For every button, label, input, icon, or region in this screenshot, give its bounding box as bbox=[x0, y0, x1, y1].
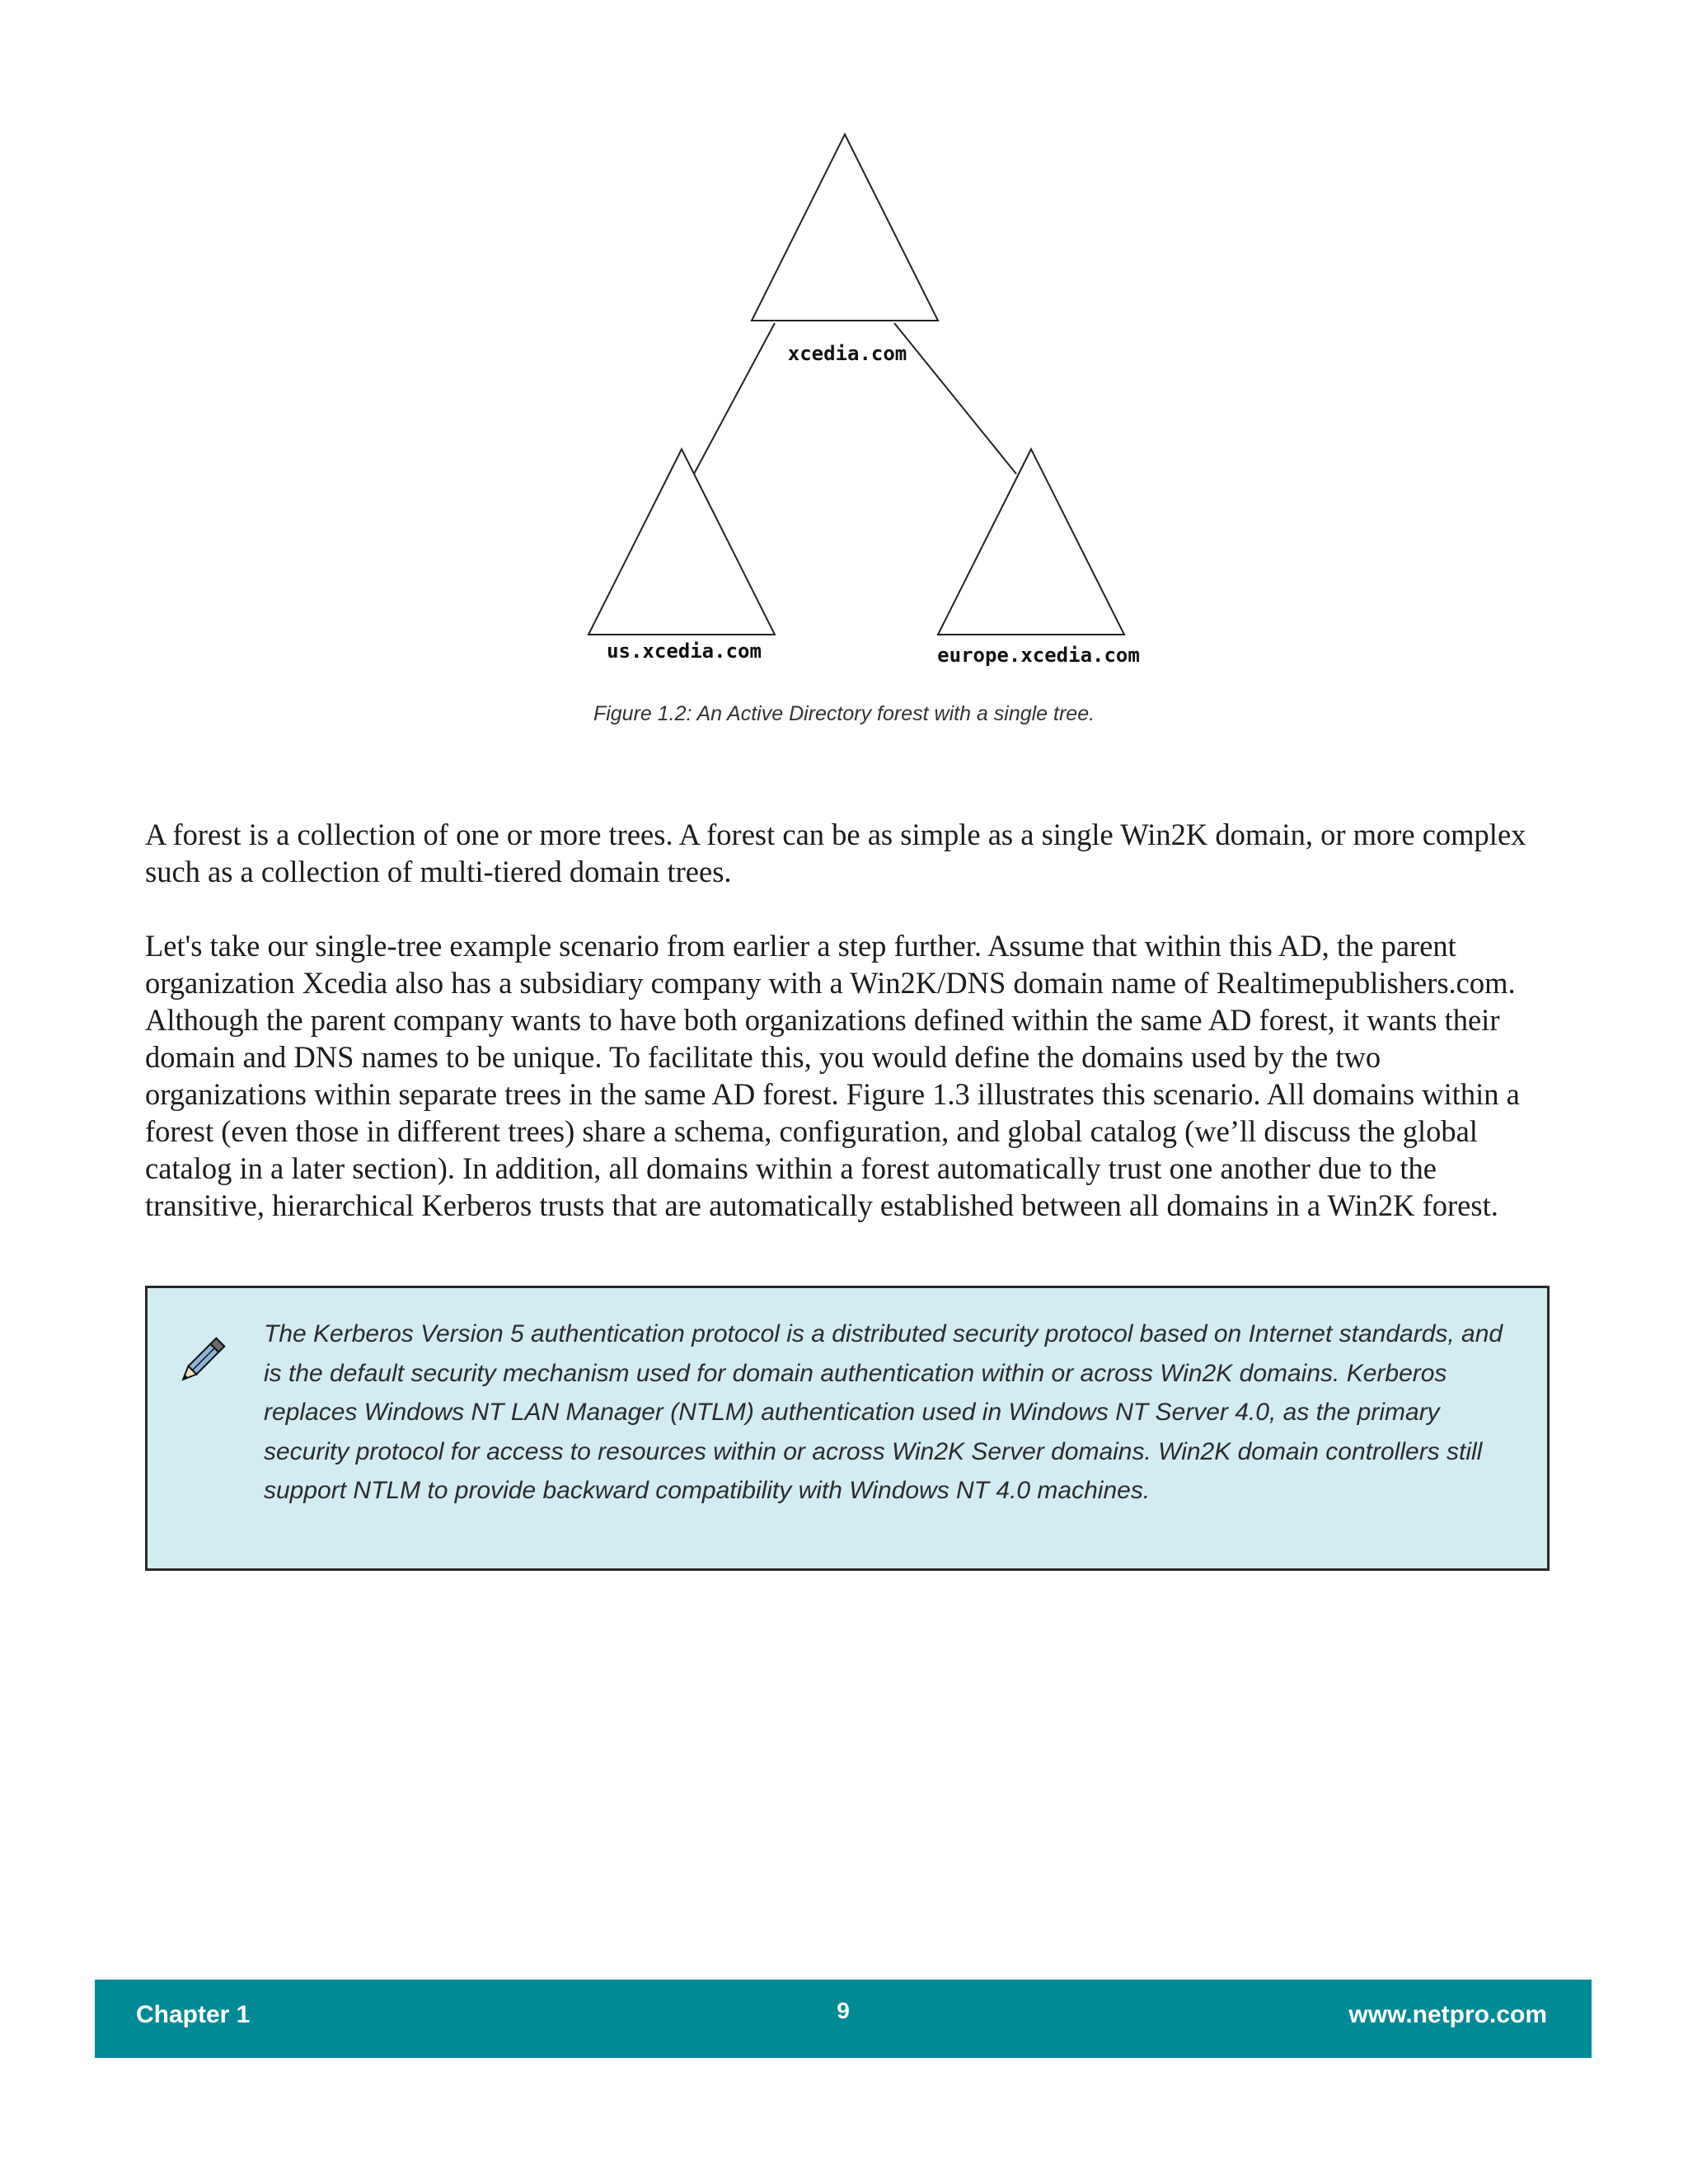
root-domain-label: xcedia.com bbox=[787, 342, 907, 365]
connector-root-right bbox=[894, 323, 1016, 474]
pencil-icon bbox=[172, 1333, 230, 1390]
paragraph-scenario: Let's take our single-tree example scenario from earlier a step further. Assume that within this AD, the parent organization Xcedia also has a subsidiary company with a Win2K/DNS domain name of Realtimepublishers.com. Although the parent company wants to have both organizations defined within the same AD forest, it wants their domain and DNS names to be unique. To facilitate this, you would define the domains used by the two organizations within separate trees in the same AD forest. Figure 1.3 illustrates this scenario. All domains within a forest (even those in different trees) share a schema, configuration, and global catalog (we’ll discuss the global catalog in a later section). In addition, all domains within a forest automatically trust one another due to the transitive, hierarchical Kerberos trusts that are automatically established between all domains in a Win2K forest. bbox=[145, 929, 1520, 1222]
note-text: The Kerberos Version 5 authentication protocol is a distributed security protocol based on Internet standards, and is the default security mechanism used for domain authentication within or across Win2K domains. Kerberos replaces Windows NT LAN Manager (NTLM) authentication used in Windows NT Server 4.0, as the primary security protocol for access to resources within or across Win2K Server domains. Win2K domain controllers still support NTLM to provide backward compatibility with Windows NT 4.0 machines. bbox=[264, 1320, 1503, 1504]
root-domain-triangle bbox=[752, 134, 938, 321]
footer-url-link[interactable]: www.netpro.com bbox=[1348, 2001, 1547, 2028]
paragraph-forest-definition: A forest is a collection of one or more trees. A forest can be as simple as a single Win2K domain, or more complex such as a collection of multi-tiered domain trees. bbox=[145, 818, 1526, 888]
note-box bbox=[145, 1286, 1550, 1571]
figure-caption: Figure 1.2: An Active Directory forest with a single tree. bbox=[593, 702, 1095, 725]
forest-diagram bbox=[0, 0, 1688, 709]
europe-domain-label: europe.xcedia.com bbox=[937, 644, 1140, 667]
us-domain-triangle bbox=[588, 449, 775, 635]
page-footer bbox=[95, 1980, 1592, 2058]
footer-page-number: 9 bbox=[837, 1998, 850, 2023]
europe-domain-triangle bbox=[938, 449, 1124, 635]
us-domain-label: us.xcedia.com bbox=[607, 640, 762, 663]
connector-root-left bbox=[694, 323, 775, 474]
footer-chapter: Chapter 1 bbox=[136, 2001, 251, 2028]
